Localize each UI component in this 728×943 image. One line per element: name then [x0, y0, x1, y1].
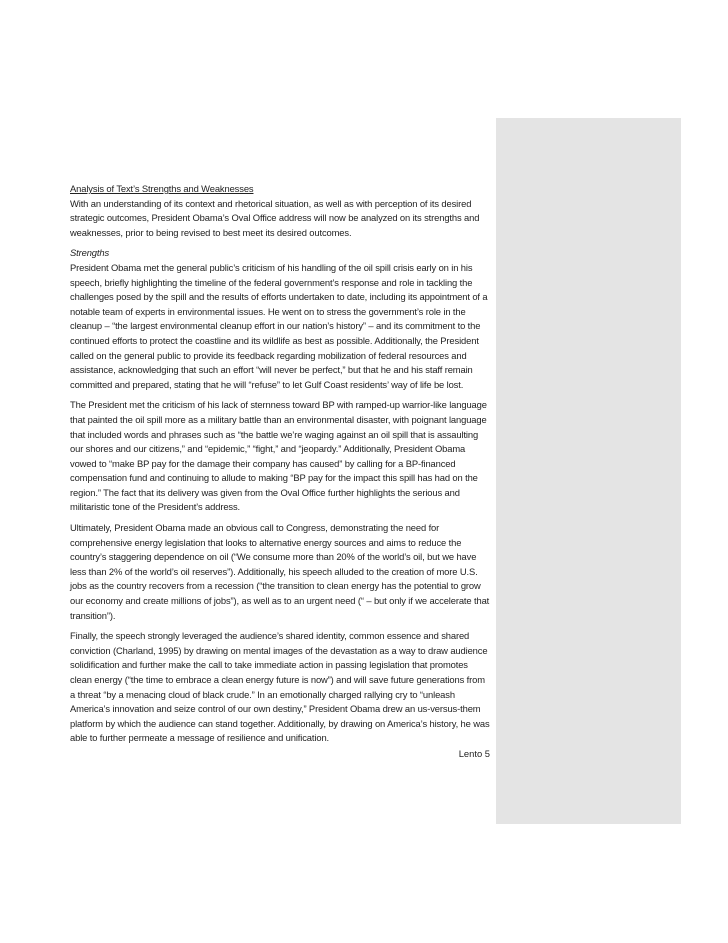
- strengths-heading: Strengths: [70, 247, 110, 259]
- page-footer: Lento 5: [458, 748, 490, 759]
- paragraph: Ultimately, President Obama made an obvious call to Congress, demonstrating the need for comprehensive energy legislation that looks to alternative energy sources and aims to reduce the country’s staggering dependence on oil (“We consume more than 20% of the world’s oil, but we have less than 2% of the world’s oil reserves”). Additionally, his speech alluded to the creation of more U.S. jobs as the country recovers from a recession (“the transition to clean energy has the potential to grow our economy and create millions of jobs”), as well as to an urgent need (“ – but only if we accelerate that transition”).: [70, 522, 490, 621]
- strengths-section: [70, 246, 490, 392]
- document-body: [70, 182, 490, 752]
- paragraph: President Obama met the general public’s criticism of his handling of the oil spill crisis early on in his speech, briefly highlighting the timeline of the federal government’s response and role in tackling the challenges posed by the spill and the results of efforts undertaken to date, including its appointment of a notable team of experts in environmental issues. He went on to stress the government’s role in the cleanup – “the largest environmental cleanup effort in our nation’s history” – and its commitment to the continued efforts to protect the coastline and its wildlife as best as possible. Additionally, the President called on the general public to provide its feedback regarding mobilization of federal resources and assistance, acknowledging that such an effort “will never be perfect,” but that he and his staff remain committed and prepared, stating that he will “refuse” to let Gulf Coast residents’ way of life be lost.: [70, 261, 488, 390]
- intro-paragraph: With an understanding of its context and rhetorical situation, as well as with perception of its desired strategic outcomes, President Obama’s Oval Office address will now be analyzed on its strengths and weaknesses, prior to being revised to best meet its desired outcomes.: [70, 197, 480, 238]
- comment-margin-pane: [496, 118, 681, 824]
- section-heading: Analysis of Text’s Strengths and Weaknesses: [70, 183, 254, 194]
- paragraph: Finally, the speech strongly leveraged the audience’s shared identity, common essence and shared conviction (Charland, 1995) by drawing on mental images of the devastation as a way to draw audience solidification and further make the call to take immediate action in passing legislation that promotes clean energy (“the time to embrace a clean energy future is now”) and will save future generations from a threat “by a menacing cloud of black crude.” In an emotionally charged rallying cry to “unleash America’s innovation and seize control of our own destiny,” President Obama drew an us-versus-them platform by which the audience can stand together. Additionally, by drawing on America’s history, he was able to further permeate a message of resilience and unification.: [70, 630, 490, 744]
- intro-section: [70, 182, 490, 240]
- paragraph: The President met the criticism of his lack of sternness toward BP with ramped-up warrior-like language that painted the oil spill more as a military battle than an environmental disaster, with poignant language that included words and phrases such as “the battle we’re waging against an oil spill that is assaulting our shores and our citizens,” and “epidemic,” “fight,” and “jeopardy.” Additionally, President Obama vowed to “make BP pay for the damage their company has caused” by calling for a BP-financed compensation fund and continuing to allude to making “BP pay for the impact this spill has had on the region.” The fact that its delivery was given from the Oval Office further highlights the serious and militaristic tone of the President’s address.: [70, 399, 487, 513]
